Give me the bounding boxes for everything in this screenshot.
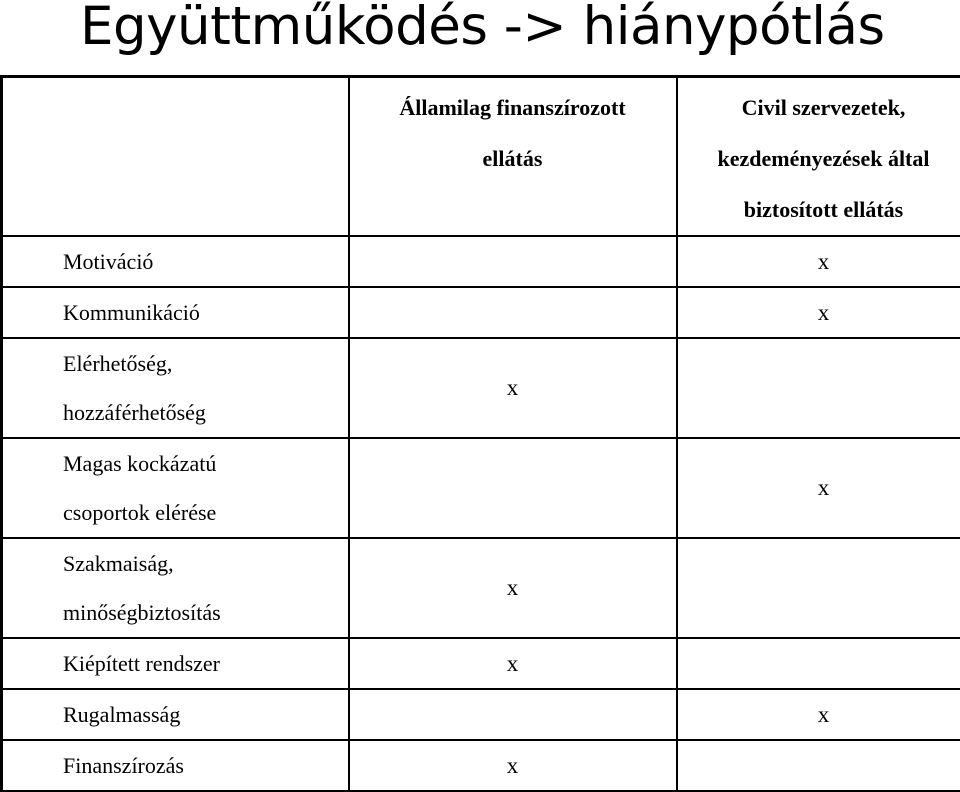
- state-mark: [349, 438, 677, 538]
- civil-mark: x: [677, 438, 960, 538]
- table-row: [2, 287, 960, 338]
- civil-mark: x: [677, 236, 960, 287]
- row-label-line1: Kommunikáció: [63, 288, 348, 337]
- civil-mark: x: [677, 287, 960, 338]
- row-label-line2: minőségbiztosítás: [63, 588, 348, 637]
- civil-mark: [677, 538, 960, 638]
- table-row: [2, 338, 960, 438]
- table-row: [2, 689, 960, 740]
- row-label-line1: Rugalmasság: [63, 690, 348, 739]
- header-civil-line2: kezdeményezések által: [688, 133, 960, 184]
- table-row: [2, 740, 960, 791]
- state-mark: x: [349, 740, 677, 791]
- civil-mark: x: [677, 689, 960, 740]
- row-label: [2, 287, 349, 338]
- row-label-line1: Finanszírozás: [63, 741, 348, 790]
- state-mark: [349, 689, 677, 740]
- civil-mark: [677, 338, 960, 438]
- state-mark: x: [349, 338, 677, 438]
- state-mark: [349, 236, 677, 287]
- header-state-funded-line2: ellátás: [350, 133, 676, 184]
- row-label: [2, 338, 349, 438]
- state-mark: x: [349, 638, 677, 689]
- header-civil-line3: biztosított ellátás: [688, 184, 960, 235]
- row-label-line2: csoportok elérése: [63, 488, 348, 537]
- row-label-line1: Magas kockázatú: [63, 439, 348, 488]
- header-row: [2, 77, 960, 237]
- row-label: [2, 638, 349, 689]
- table-row: [2, 438, 960, 538]
- state-mark: x: [349, 538, 677, 638]
- table-row: [2, 236, 960, 287]
- header-state-funded-line1: Államilag finanszírozott: [350, 82, 676, 133]
- row-label: [2, 236, 349, 287]
- row-label: [2, 740, 349, 791]
- header-civil: [677, 77, 960, 237]
- row-label: [2, 538, 349, 638]
- header-empty-cell: [2, 77, 349, 237]
- row-label: [2, 438, 349, 538]
- row-label: [2, 689, 349, 740]
- civil-mark: [677, 638, 960, 689]
- header-state-funded: [349, 77, 677, 237]
- row-label-line1: Elérhetőség,: [63, 339, 348, 388]
- header-civil-line1: Civil szervezetek,: [688, 82, 960, 133]
- civil-mark: [677, 740, 960, 791]
- row-label-line1: Motiváció: [63, 237, 348, 286]
- table-row: [2, 638, 960, 689]
- comparison-table: [0, 75, 960, 792]
- row-label-line2: hozzáférhetőség: [63, 388, 348, 437]
- table-row: [2, 538, 960, 638]
- row-label-line1: Szakmaiság,: [63, 539, 348, 588]
- slide-title: Együttműködés -> hiánypótlás: [80, 0, 885, 58]
- state-mark: [349, 287, 677, 338]
- row-label-line1: Kiépített rendszer: [63, 639, 348, 688]
